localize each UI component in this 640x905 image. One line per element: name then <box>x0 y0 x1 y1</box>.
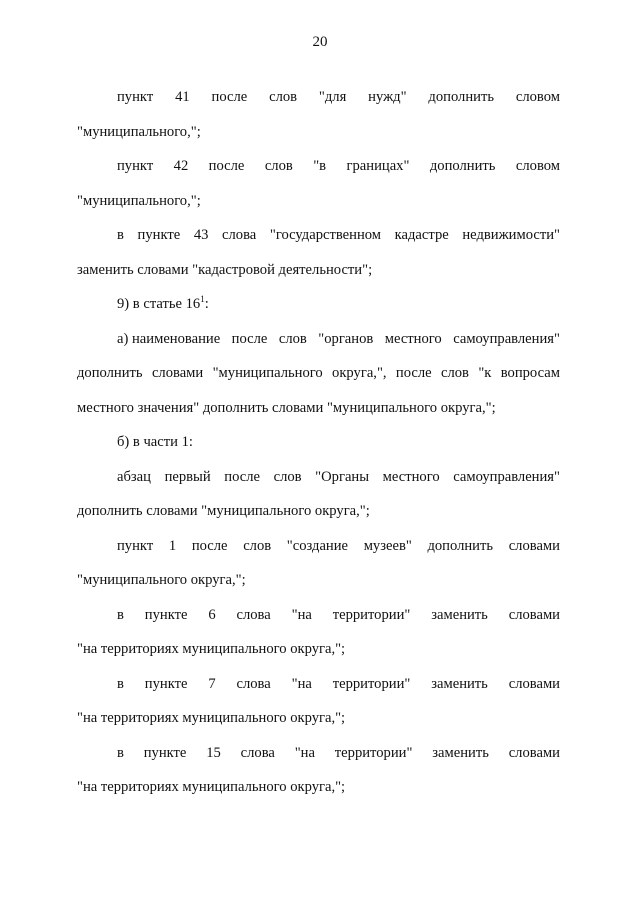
word: словами <box>508 676 560 692</box>
paragraph-line-5 <box>117 225 560 245</box>
paragraph-line-16 <box>117 605 560 625</box>
word: в <box>117 676 124 692</box>
word: 43 <box>193 227 209 243</box>
paragraph-line-12 <box>117 467 560 487</box>
word: 7 <box>208 676 216 692</box>
paragraph-line-2: "муниципального,"; <box>77 124 201 140</box>
word: после <box>224 469 260 485</box>
word: кадастре <box>394 227 449 243</box>
word: "для <box>318 89 347 105</box>
word: "Органы <box>315 469 370 485</box>
word: слова <box>222 227 257 243</box>
word: пункт <box>117 89 154 105</box>
word: заменить <box>431 607 488 623</box>
word: самоуправления" <box>453 331 560 347</box>
word: пункт <box>117 158 154 174</box>
word: слова <box>236 607 271 623</box>
paragraph-line-4: "муниципального,"; <box>77 193 201 209</box>
paragraph-line-14 <box>117 536 560 556</box>
word: пункте <box>143 745 187 761</box>
word: дополнить <box>427 538 494 554</box>
word: "государственном <box>269 227 382 243</box>
word: 1 <box>168 538 177 554</box>
word: слов <box>243 538 272 554</box>
word: местного <box>384 331 442 347</box>
word: "муниципального <box>212 365 323 381</box>
word: слов <box>264 158 293 174</box>
word: самоуправления" <box>453 469 560 485</box>
word: словами <box>508 538 560 554</box>
subsection-heading: б) в части 1: <box>117 434 193 450</box>
word: "органов <box>318 331 374 347</box>
paragraph-line-21: "на территориях муниципального округа,"; <box>77 779 346 795</box>
word: 42 <box>173 158 189 174</box>
word: вопросам <box>500 365 560 381</box>
word: заменить <box>432 745 489 761</box>
word: дополнить <box>429 158 496 174</box>
word: после <box>191 538 228 554</box>
word: пункте <box>144 676 188 692</box>
paragraph-line-13: дополнить словами "муниципального округа,"; <box>77 503 370 519</box>
word: после <box>395 365 432 381</box>
word: после <box>208 158 245 174</box>
article-heading-text: 9) в статье 16 <box>117 296 201 312</box>
paragraph-line-9 <box>77 363 560 383</box>
paragraph-line-1 <box>117 87 560 107</box>
word: "создание <box>286 538 349 554</box>
word: недвижимости" <box>462 227 560 243</box>
word: 6 <box>208 607 216 623</box>
word: слова <box>240 745 275 761</box>
word: "на <box>291 676 312 692</box>
paragraph-line-6: заменить словами "кадастровой деятельности"; <box>77 262 373 278</box>
word: после <box>211 89 248 105</box>
word: пункте <box>137 227 181 243</box>
paragraph-line-15: "муниципального округа,"; <box>77 572 246 588</box>
word: 41 <box>175 89 190 105</box>
word: первый <box>164 469 211 485</box>
word: "в <box>313 158 327 174</box>
word: музеев" <box>363 538 412 554</box>
word: пункт <box>117 538 154 554</box>
word: нужд" <box>368 89 407 105</box>
word: словами <box>508 607 560 623</box>
paragraph-line-17: "на территориях муниципального округа,"; <box>77 641 346 657</box>
word: слова <box>236 676 271 692</box>
word: территории" <box>332 607 411 623</box>
word: слов <box>441 365 469 381</box>
word: границах" <box>346 158 410 174</box>
word: словами <box>508 745 560 761</box>
word: слов <box>278 331 307 347</box>
word: 15 <box>206 745 221 761</box>
word: в <box>117 607 124 623</box>
article-heading <box>117 294 560 314</box>
word: слов <box>273 469 302 485</box>
word: словом <box>515 89 560 105</box>
article-heading-superscript: 1 <box>200 294 205 305</box>
paragraph-line-3 <box>117 156 560 176</box>
word: "на <box>291 607 312 623</box>
word: территории" <box>334 745 413 761</box>
word: в <box>117 227 124 243</box>
word: после <box>231 331 268 347</box>
word: а) наименование <box>117 331 221 347</box>
paragraph-line-8 <box>117 329 560 349</box>
word: словами <box>151 365 204 381</box>
word: пункте <box>144 607 188 623</box>
word: дополнить <box>428 89 494 105</box>
word: в <box>117 745 124 761</box>
article-heading-colon: : <box>204 296 209 312</box>
word: дополнить <box>77 365 143 381</box>
word: слов <box>269 89 298 105</box>
word: территории" <box>332 676 411 692</box>
word: "к <box>478 365 492 381</box>
paragraph-line-18 <box>117 674 560 694</box>
paragraph-line-20 <box>117 743 560 763</box>
word: заменить <box>431 676 488 692</box>
paragraph-line-19: "на территориях муниципального округа,"; <box>77 710 346 726</box>
page-number: 20 <box>312 34 328 50</box>
word: местного <box>382 469 440 485</box>
word: абзац <box>117 469 151 485</box>
word: "на <box>294 745 315 761</box>
paragraph-line-10: местного значения" дополнить словами "муниципального округа,"; <box>77 400 496 416</box>
word: словом <box>515 158 560 174</box>
word: округа,", <box>332 365 387 381</box>
